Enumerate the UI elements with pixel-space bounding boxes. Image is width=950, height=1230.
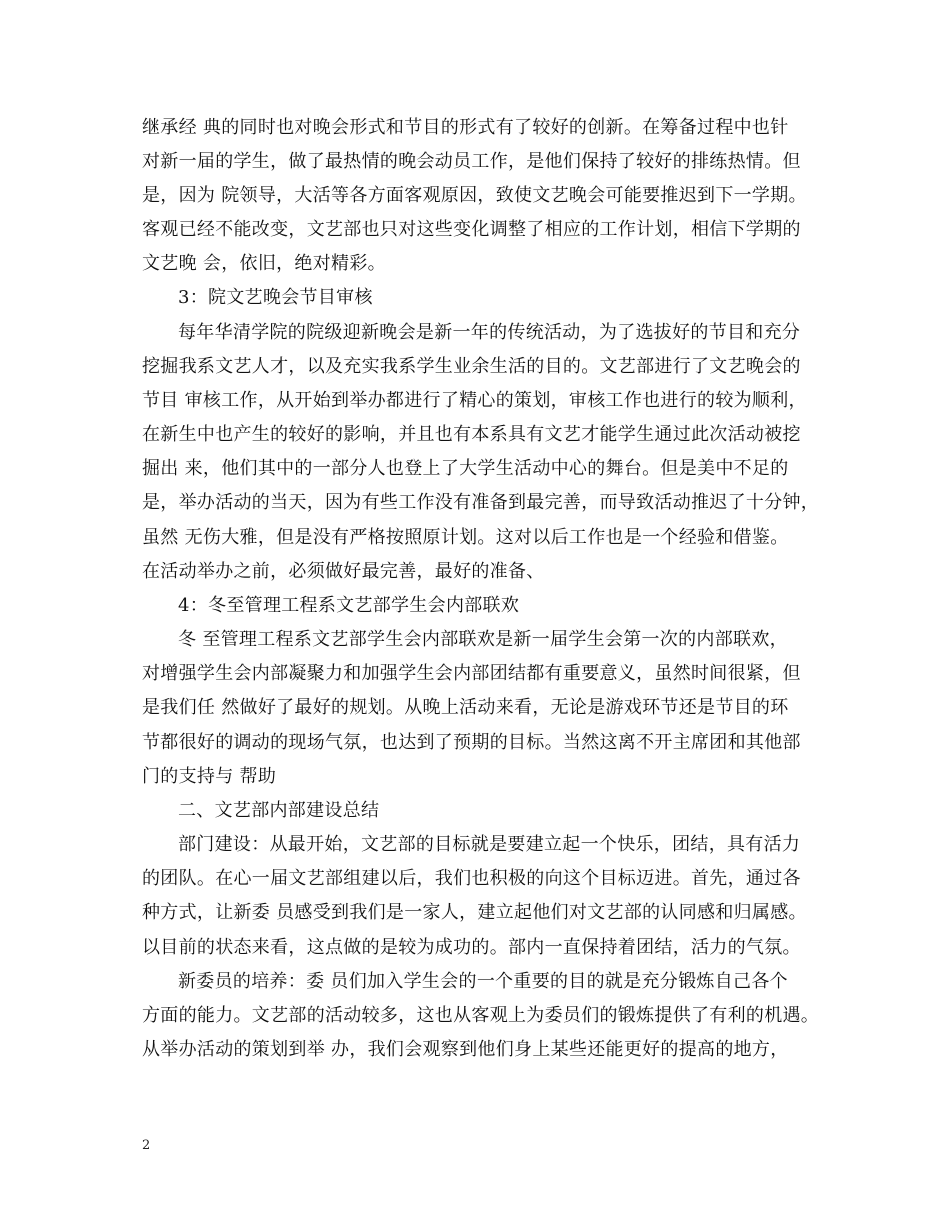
section-heading: 4：冬至管理工程系文艺部学生会内部联欢: [178, 595, 520, 616]
text-line: 从举办活动的策划到举 办，我们会观察到他们身上某些还能更好的提高的地方，: [142, 1039, 789, 1060]
text-line: 掘出 来，他们其中的一部分人也登上了大学生活动中心的舞台。但是美中不足的: [142, 458, 789, 479]
text-line: 是我们任 然做好了最好的规划。从晚上活动来看，无论是游戏环节还是节目的环: [142, 697, 789, 718]
text-line: 种方式，让新委 员感受到我们是一家人，建立起他们对文艺部的认同感和归属感。: [142, 902, 807, 923]
text-line: 以目前的状态来看，这点做的是较为成功的。部内一直保持着团结，活力的气氛。: [142, 937, 801, 958]
text-line: 挖掘我系文艺人才，以及充实我系学生业余生活的目的。文艺部进行了文艺晚会的: [142, 356, 801, 377]
text-line: 部门建设：从最开始，文艺部的目标就是要建立起一个快乐，团结，具有活力: [178, 834, 801, 855]
text-line: 虽然 无伤大雅，但是没有严格按照原计划。这对以后工作也是一个经验和借鉴。: [142, 527, 789, 548]
text-line: 冬 至管理工程系文艺部学生会内部联欢是新一届学生会第一次的内部联欢，: [178, 629, 788, 650]
text-line: 的团队。在心一届文艺部组建以后，我们也积极的向这个目标迈进。首先，通过各: [142, 868, 801, 889]
text-line: 门的支持与 帮助: [142, 766, 277, 787]
text-line: 在新生中也产生的较好的影响，并且也有本系具有文艺才能学生通过此次活动被挖: [142, 424, 801, 445]
text-line: 对新一届的学生，做了最热情的晚会动员工作，是他们保持了较好的排练热情。但: [142, 151, 801, 172]
text-line: 客观已经不能改变，文艺部也只对这些变化调整了相应的工作计划，相信下学期的: [142, 219, 801, 240]
section-heading: 二、文艺部内部建设总结: [178, 800, 380, 821]
page-number: 2: [142, 1138, 151, 1153]
text-line: 每年华清学院的院级迎新晚会是新一年的传统活动，为了选拔好的节目和充分: [178, 322, 801, 343]
text-line: 对增强学生会内部凝聚力和加强学生会内部团结都有重要意义，虽然时间很紧，但: [142, 663, 801, 684]
text-line: 节都很好的调动的现场气氛，也达到了预期的目标。当然这离不开主席团和其他部: [142, 732, 801, 753]
text-line: 方面的能力。文艺部的活动较多，这也从客观上为委员们的锻炼提供了有利的机遇。: [142, 1005, 820, 1026]
text-line: 是，因为 院领导，大活等各方面客观原因，致使文艺晚会可能要推迟到下一学期。: [142, 185, 807, 206]
text-line: 新委员的培养：委 员们加入学生会的一个重要的目的就是充分锻炼自己各个: [178, 971, 788, 992]
section-heading: 3：院文艺晚会节目审核: [178, 287, 373, 308]
text-line: 节目 审核工作，从开始到举办都进行了精心的策划，审核工作也进行的较为顺利，: [142, 390, 807, 411]
text-line: 继承经 典的同时也对晚会形式和节目的形式有了较好的创新。在筹备过程中也针: [142, 117, 789, 138]
text-line: 在活动举办之前，必须做好最完善，最好的准备、: [142, 561, 545, 582]
text-line: 是，举办活动的当天，因为有些工作没有准备到最完善，而导致活动推迟了十分钟，: [142, 492, 820, 513]
text-line: 文艺晚 会，依旧，绝对精彩。: [142, 253, 386, 274]
